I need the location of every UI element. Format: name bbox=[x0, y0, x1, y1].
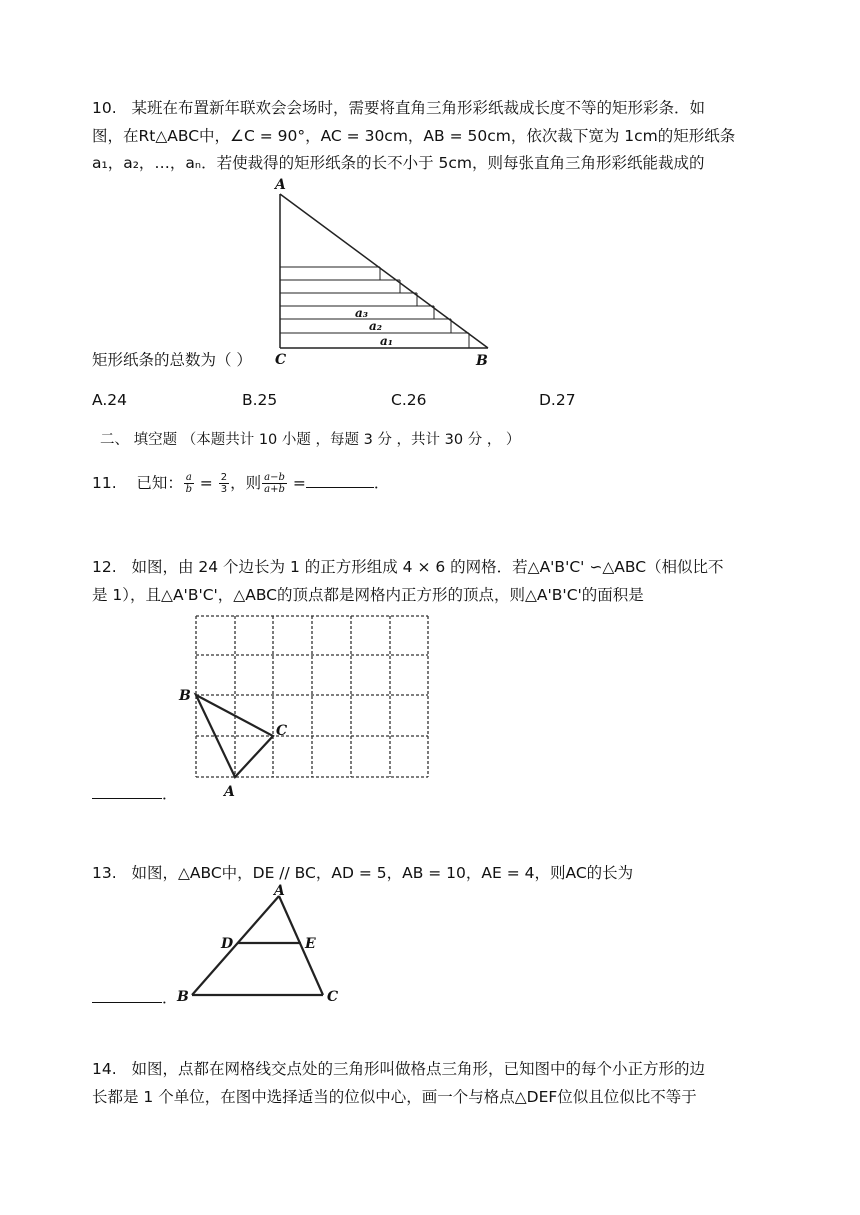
q12-number: 12. bbox=[92, 558, 117, 576]
label-C: C bbox=[275, 352, 287, 368]
q10-option-a: A.24 bbox=[92, 391, 127, 409]
q12-text-1: 如图，由 24 个边长为 1 的正方形组成 4 × 6 的网格．若△A'B'C' ∽△ABC（相似比不 bbox=[131, 558, 724, 576]
q11-number: 11. bbox=[92, 474, 117, 492]
q12-line2: 是 1），且△A'B'C'，△ABC的顶点都是网格内正方形的顶点，则△A'B'C'的面积是 bbox=[92, 586, 644, 604]
label-B: B bbox=[177, 989, 189, 1005]
label-a1: a₁ bbox=[380, 334, 394, 348]
grid bbox=[196, 616, 428, 777]
q14-number: 14. bbox=[92, 1060, 117, 1078]
triangle-abc bbox=[192, 896, 323, 995]
q10-option-b: B.25 bbox=[242, 391, 278, 409]
label-A: A bbox=[275, 177, 286, 193]
q11-line bbox=[92, 470, 389, 496]
q10-number: 10. bbox=[92, 99, 117, 117]
q10-line2: 图，在Rt△ABC中，∠C = 90°，AC = 30cm，AB = 50cm，依次裁下宽为 1cm的矩形纸条 bbox=[92, 127, 736, 145]
right-triangle bbox=[280, 194, 488, 348]
label-B: B bbox=[476, 353, 488, 369]
q12-answer-blank[interactable] bbox=[92, 784, 162, 799]
label-C: C bbox=[276, 723, 288, 739]
q14-line2: 长都是 1 个单位，在图中选择适当的位似中心，画一个与格点△DEF位似且位似比不等于 bbox=[92, 1088, 697, 1106]
q11-frac-23: $\frac{2}{3}$ bbox=[220, 472, 228, 495]
q12-line1 bbox=[92, 555, 724, 577]
label-A: A bbox=[274, 883, 285, 899]
section-title: 二、 填空题 （本题共计 10 小题 ，每题 3 分 ，共计 30 分 ， ） bbox=[100, 432, 521, 448]
q11-eq: = bbox=[199, 474, 213, 492]
q10-line4: 矩形纸条的总数为（ ） bbox=[92, 351, 252, 369]
label-E: E bbox=[305, 936, 316, 952]
q11-frac-expr: $\frac{a-b}{a+b}$ bbox=[264, 472, 285, 495]
q10-figure bbox=[270, 172, 500, 372]
label-a2: a₂ bbox=[369, 319, 383, 333]
strips bbox=[280, 267, 469, 348]
q14-line1 bbox=[92, 1057, 705, 1079]
label-A: A bbox=[224, 784, 235, 800]
q11-prefix: 已知： bbox=[136, 474, 183, 492]
q13-text-1: 如图，△ABC中，DE // BC，AD = 5，AB = 10，AE = 4，则AC的长为 bbox=[131, 864, 634, 882]
q13-end: ． bbox=[162, 989, 178, 1007]
q11-mid: ，则 bbox=[230, 474, 262, 492]
q13-figure bbox=[176, 882, 356, 1007]
q11-end: ． bbox=[373, 474, 390, 492]
q14-text-1: 如图，点都在网格线交点处的三角形叫做格点三角形，已知图中的每个小正方形的边 bbox=[131, 1060, 705, 1078]
q12-answer-line bbox=[92, 782, 178, 804]
q10-text-1: 某班在布置新年联欢会会场时，需要将直角三角形彩纸裁成长度不等的矩形彩条．如 bbox=[131, 99, 705, 117]
q11-eq2: = bbox=[292, 474, 306, 492]
q10-line3: a₁，a₂，…，aₙ．若使裁得的矩形纸条的长不小于 5cm，则每张直角三角形彩纸能裁成的 bbox=[92, 154, 705, 172]
q13-line1 bbox=[92, 861, 633, 883]
q10-line1 bbox=[92, 96, 705, 118]
q13-answer-line bbox=[92, 986, 178, 1008]
q13-answer-blank[interactable] bbox=[92, 988, 162, 1003]
q10-option-c: C.26 bbox=[391, 391, 427, 409]
q12-grid-figure bbox=[176, 612, 436, 802]
label-B: B bbox=[179, 688, 191, 704]
label-a3: a₃ bbox=[355, 306, 369, 320]
label-D: D bbox=[221, 936, 234, 952]
q11-frac-ab: $\frac{a}{b}$ bbox=[185, 472, 193, 495]
q12-end: ． bbox=[162, 785, 178, 803]
q11-answer-blank[interactable] bbox=[306, 473, 374, 488]
q10-option-d: D.27 bbox=[539, 391, 576, 409]
label-C: C bbox=[327, 989, 339, 1005]
q13-number: 13. bbox=[92, 864, 117, 882]
